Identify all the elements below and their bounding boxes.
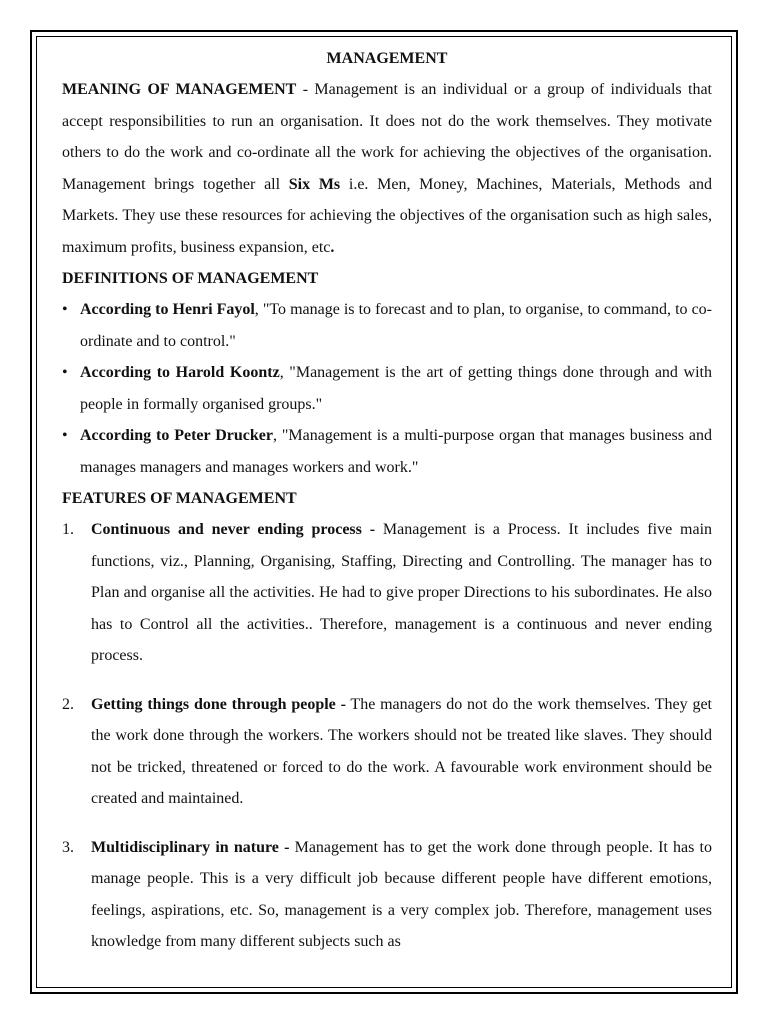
definition-item-koontz xyxy=(62,357,712,420)
feature-item-multidisciplinary xyxy=(62,832,712,958)
meaning-text-1: Management is an individual or a group of individuals that accept responsibilities to run an organisation. It does not do the work themselves. They motivate others to do the work and co-ordinate all the work for achieving the objectives of the organisation. Management brings together all xyxy=(62,81,712,193)
definition-lead: According to Peter Drucker xyxy=(80,427,273,444)
feature-item-through-people xyxy=(62,689,712,815)
bullet-icon: • xyxy=(62,301,68,318)
definitions-heading: DEFINITIONS OF MANAGEMENT xyxy=(62,270,319,287)
meaning-paragraph xyxy=(62,74,712,263)
definition-item-fayol xyxy=(62,294,712,357)
document-body xyxy=(62,44,712,975)
feature-number: 2. xyxy=(62,695,74,713)
feature-item-continuous-process xyxy=(62,514,712,672)
meaning-text-end: . xyxy=(330,238,335,256)
feature-number: 3. xyxy=(62,838,74,856)
feature-number: 1. xyxy=(62,521,74,538)
meaning-heading: MEANING OF MANAGEMENT xyxy=(62,81,297,98)
definition-item-drucker xyxy=(62,420,712,483)
meaning-dash: - xyxy=(296,81,315,98)
feature-lead: Getting things done through people - xyxy=(91,695,346,713)
bullet-icon: • xyxy=(62,364,68,381)
definition-text: , "To manage is to forecast and to plan, to organise, to command, to co-ordinate and to control." xyxy=(80,301,712,350)
definition-lead: According to Harold Koontz xyxy=(80,364,280,381)
definitions-list xyxy=(62,294,712,483)
bullet-icon: • xyxy=(62,427,68,444)
meaning-text-2: i.e. Men, Money, Machines, Materials, Methods and Markets. They use these resources for achieving the objectives of the organisation such as high sales, maximum profits, business expansion, etc xyxy=(62,175,713,256)
document-title: MANAGEMENT xyxy=(326,50,448,67)
feature-text: Management is a Process. It includes five main functions, viz., Planning, Organising, Staffing, Directing and Controlling. The manager has to Plan and organise all the activities. He had to give proper Directions to his subordinates. He also has to Control all the activities.. Therefore, management is a continuous and never ending process. xyxy=(91,521,713,664)
feature-lead: Continuous and never ending process - xyxy=(91,521,376,538)
feature-text: The managers do not do the work themselves. They get the work done through the workers. The workers should not be treated like slaves. They should not be tricked, threatened or forced to do the work. A favourable work environment should be created and maintained. xyxy=(91,695,712,807)
features-list xyxy=(62,514,712,958)
feature-lead: Multidisciplinary in nature - xyxy=(91,838,290,856)
features-heading: FEATURES OF MANAGEMENT xyxy=(62,490,297,507)
feature-text: Management has to get the work done through people. It has to manage people. This is a very difficult job because different people have different emotions, feelings, aspirations, etc. So, management is a very complex job. Therefore, management uses knowledge from many different subjects such as xyxy=(91,838,712,950)
definition-text: , "Management is the art of getting things done through and with people in formally organised groups." xyxy=(80,364,713,413)
definition-text: , "Management is a multi-purpose organ that manages business and manages managers and manages workers and work." xyxy=(80,427,712,476)
definition-lead: According to Henri Fayol xyxy=(80,301,255,318)
six-ms-term: Six Ms xyxy=(288,175,341,193)
